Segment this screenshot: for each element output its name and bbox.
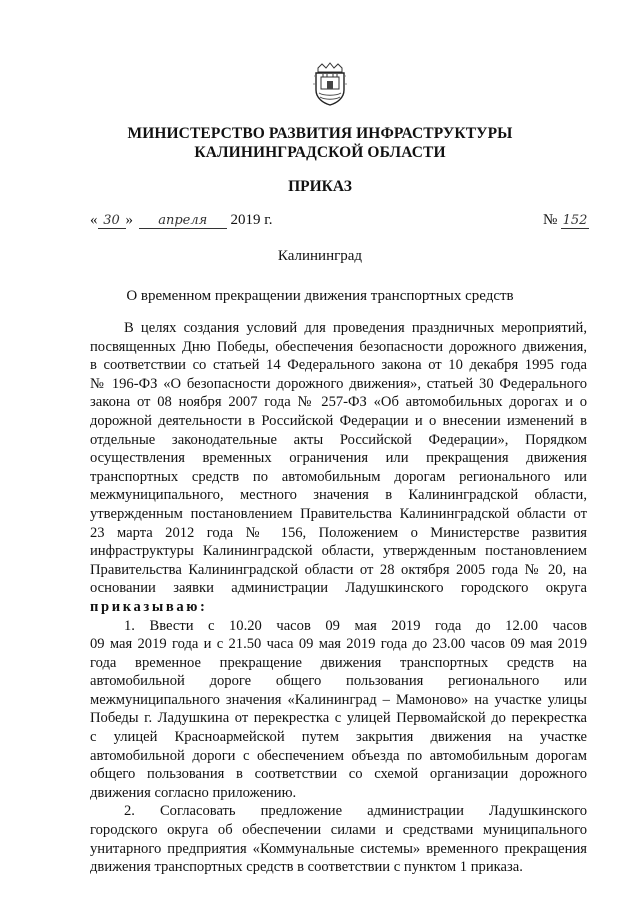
document-subject: О временном прекращении движения транспортных средств <box>126 288 514 304</box>
document-body <box>90 319 587 877</box>
document-type: ПРИКАЗ <box>288 178 352 195</box>
body-line: 1. Ввести с 10.20 часов 09 мая 2019 года до 12.00 часов <box>124 617 587 634</box>
body-line: инфраструктуры Калининградской области, утвержденным постановлением <box>90 543 587 560</box>
body-line: основании заявки администрации Ладушкинского городского округа <box>90 580 587 597</box>
document-number <box>543 212 589 229</box>
body-line: Правительства Калининградской области от 28 октября 2005 года № 20, на <box>90 561 587 578</box>
body-line: с улицей Красноармейской путем закрытия движения на участке <box>90 729 587 746</box>
ministry-name-line1: МИНИСТЕРСТВО РАЗВИТИЯ ИНФРАСТРУКТУРЫ <box>127 125 513 142</box>
body-line: унитарного предприятия «Коммунальные системы» временного прекращения <box>90 840 587 857</box>
number-sign: № <box>543 212 558 228</box>
date-open-quote: « <box>90 212 98 228</box>
body-line: В целях создания условий для проведения праздничных мероприятий, <box>124 320 587 336</box>
date-year: 2019 г. <box>230 212 273 228</box>
body-line: автомобильной дороги с обеспечением объезда по автомобильным дорогам <box>90 747 587 764</box>
coat-of-arms-icon <box>312 62 348 106</box>
body-line: автомобильной дороге общего пользования регионального или <box>90 673 587 690</box>
date-day: 30 <box>98 214 126 229</box>
body-line: городского округа об обеспечении силами и средствами муниципального <box>90 822 587 839</box>
document-city: Калининград <box>277 248 363 264</box>
body-line: отдельные законодательные акты Российской Федерации», Порядком <box>90 431 587 448</box>
body-line: межмуниципального значения «Калининград – Мамоново» на участке улицы <box>90 691 587 708</box>
body-line: общего пользования в соответствии со схемой организации дорожного <box>90 766 587 783</box>
body-line: № 196-ФЗ «О безопасности дорожного движения», статьей 30 Федерального <box>90 375 587 392</box>
body-line: межмуниципального, местного значения в Калининградской области, <box>90 487 587 504</box>
body-line: 2. Согласовать предложение администрации Ладушкинского <box>124 803 587 820</box>
order-keyword: приказываю: <box>90 598 208 615</box>
ministry-name-line2: КАЛИНИНГРАДСКОЙ ОБЛАСТИ <box>194 144 446 161</box>
body-line: утвержденным постановлением Правительства Калининградской области от <box>90 505 587 522</box>
body-line: 09 мая 2019 года и с 21.50 часа 09 мая 2019 года до 23.00 часов 09 мая 2019 <box>90 636 587 653</box>
date-month: апреля <box>139 214 227 229</box>
body-line: в соответствии со статьей 14 Федерального закона от 10 декабря 1995 года <box>90 357 587 374</box>
body-line: посвященных Дню Победы, обеспечения безопасности дорожного движения, <box>90 338 587 355</box>
body-line: движения согласно приложению. <box>90 784 297 801</box>
body-line: дорожной деятельности в Российской Федерации и о внесении изменений в <box>90 412 587 429</box>
body-line: закона от 08 ноября 2007 года № 257-ФЗ «Об автомобильных дорогах и о <box>90 394 587 411</box>
date-close-quote: » <box>125 212 133 228</box>
body-line: осуществления временных ограничения или прекращения движения <box>90 450 587 467</box>
document-date <box>90 212 272 229</box>
body-line: Победы г. Ладушкина от перекрестка с улицей Первомайской до перекрестка <box>90 710 587 727</box>
body-line: 23 марта 2012 года № 156, Положением о Министерстве развития <box>90 524 587 541</box>
number-value: 152 <box>562 213 588 228</box>
body-line: движения транспортных средств в соответствии с пунктом 1 приказа. <box>90 859 523 876</box>
body-line: года временное прекращение движения транспортных средств на <box>90 654 587 671</box>
body-line: транспортных средств по автомобильным дорогам регионального или <box>90 468 587 485</box>
